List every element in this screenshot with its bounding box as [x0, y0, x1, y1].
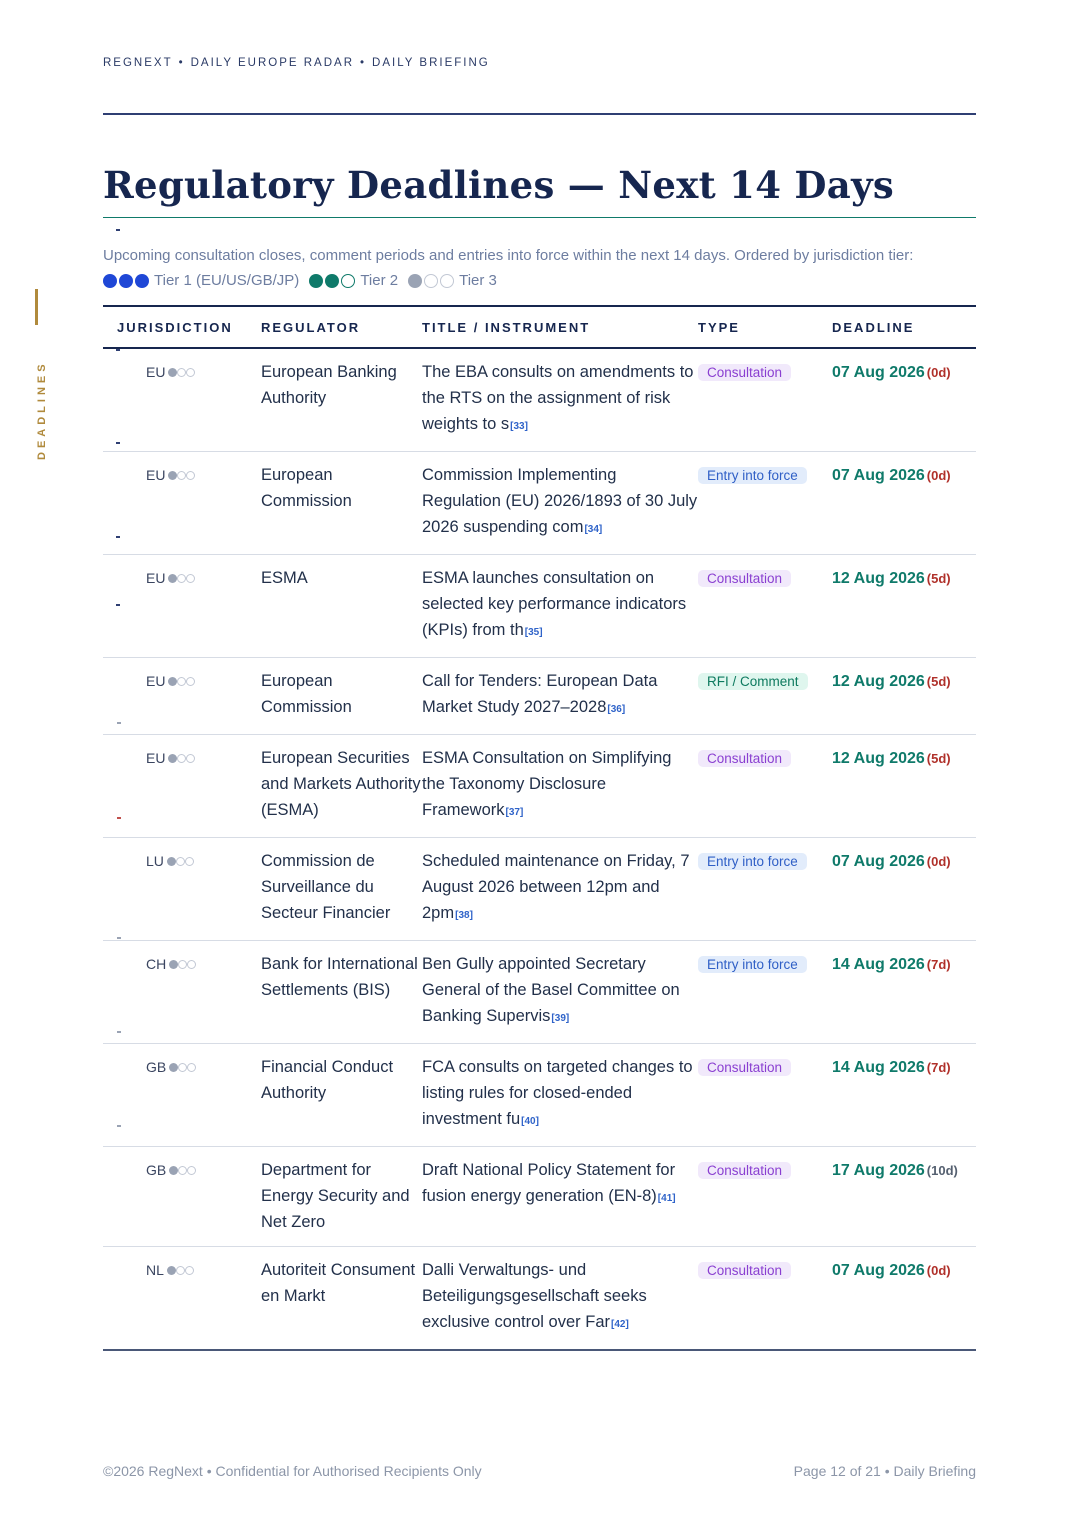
- tier-dot-empty-icon: [177, 754, 186, 763]
- tier-dot-icon: [167, 857, 176, 866]
- regulator-cell: European Banking Authority: [261, 363, 397, 407]
- source-reference-link[interactable]: [33]: [510, 421, 528, 432]
- tier-dot-empty-icon: [177, 471, 186, 480]
- filled-circle-icon: [119, 274, 133, 288]
- type-cell: [698, 1247, 832, 1351]
- deadline-cell: [832, 658, 976, 735]
- source-reference-link[interactable]: [39]: [551, 1013, 570, 1024]
- jurisdiction-cell: [103, 1044, 261, 1147]
- empty-circle-icon: [424, 274, 438, 288]
- tier-dot-empty-icon: [186, 754, 195, 763]
- source-reference-link[interactable]: [36]: [607, 704, 626, 715]
- jurisdiction-cell: [103, 452, 261, 555]
- jurisdiction-code: EU: [146, 364, 166, 380]
- jurisdiction-cell: [103, 658, 261, 735]
- legend-tier1: [103, 268, 299, 293]
- tier-dot-empty-icon: [177, 368, 186, 377]
- empty-circle-icon: [341, 274, 355, 288]
- legend-tier3-label: Tier 3: [459, 272, 497, 289]
- regulator-cell: Commission de Surveillance du Secteur Financier: [261, 852, 391, 922]
- title-cell: [422, 452, 698, 555]
- side-accent-bar: [35, 289, 38, 325]
- tier-dot-empty-icon: [187, 1166, 196, 1175]
- regulator-cell: European Commission: [261, 672, 352, 716]
- jurisdiction-cell: [103, 1147, 261, 1247]
- tier-dot-empty-icon: [178, 960, 187, 969]
- type-cell: [698, 941, 832, 1044]
- tier-dot-icon: [168, 754, 177, 763]
- tier-dot-icon: [169, 1063, 178, 1072]
- regulator-cell: Department for Energy Security and Net Zero: [261, 1161, 410, 1231]
- instrument-title: Dalli Verwaltungs- und Beteiligungsgesellschaft seeks exclusive control over Far: [422, 1261, 647, 1331]
- days-remaining: (0d): [926, 854, 951, 869]
- days-remaining: (7d): [926, 1060, 951, 1075]
- tier-dot-empty-icon: [178, 1063, 187, 1072]
- running-header: [103, 57, 490, 69]
- deadline-date: 12 Aug 2026: [832, 673, 925, 690]
- side-section-label: DEADLINES: [36, 360, 48, 460]
- tier-dot-empty-icon: [185, 857, 194, 866]
- days-remaining: (5d): [926, 674, 951, 689]
- tier-legend: [103, 268, 983, 293]
- deadline-cell: [832, 555, 976, 658]
- column-header-type: TYPE: [698, 319, 740, 335]
- jurisdiction-code: GB: [146, 1059, 167, 1075]
- instrument-title: Ben Gully appointed Secretary General of the Basel Committee on Banking Supervis: [422, 955, 680, 1025]
- tier-dot-empty-icon: [187, 960, 196, 969]
- type-badge: Consultation: [698, 750, 791, 767]
- column-header-deadline: DEADLINE: [832, 319, 915, 335]
- days-remaining: (0d): [926, 1263, 951, 1278]
- tier-dot-icon: [168, 368, 177, 377]
- type-badge: Entry into force: [698, 853, 807, 870]
- filled-circle-icon: [103, 274, 117, 288]
- instrument-title: ESMA Consultation on Simplifying the Taxonomy Disclosure Framework: [422, 749, 672, 819]
- instrument-title: Call for Tenders: European Data Market Study 2027–2028: [422, 672, 658, 716]
- jurisdiction-code: EU: [146, 467, 166, 483]
- instrument-title: ESMA launches consultation on selected key performance indicators (KPIs) from th: [422, 569, 687, 639]
- deadline-date: 17 Aug 2026: [832, 1162, 925, 1179]
- tier-dot-empty-icon: [186, 368, 195, 377]
- type-badge: Consultation: [698, 1059, 791, 1076]
- regulator-cell: Financial Conduct Authority: [261, 1058, 394, 1102]
- instrument-title: FCA consults on targeted changes to listing rules for closed-ended investment fu: [422, 1058, 693, 1128]
- type-badge: Consultation: [698, 1162, 791, 1179]
- deadline-date: 12 Aug 2026: [832, 570, 925, 587]
- deadline-cell: [832, 1247, 976, 1351]
- source-reference-link[interactable]: [41]: [657, 1193, 676, 1204]
- tier-dot-icon: [169, 960, 178, 969]
- table-row: [103, 452, 976, 555]
- jurisdiction-code: CH: [146, 956, 167, 972]
- jurisdiction-code: LU: [146, 853, 164, 869]
- type-cell: [698, 1044, 832, 1147]
- deadlines-table: [103, 305, 976, 1351]
- deadline-cell: [832, 348, 976, 452]
- tier-dot-empty-icon: [176, 857, 185, 866]
- tier-dot-empty-icon: [186, 574, 195, 583]
- tier-dot-empty-icon: [187, 1063, 196, 1072]
- deadline-date: 07 Aug 2026: [832, 364, 925, 381]
- table-row: [103, 838, 976, 941]
- deadline-cell: [832, 941, 976, 1044]
- deadline-cell: [832, 1044, 976, 1147]
- tier-dot-empty-icon: [178, 1166, 187, 1175]
- header-brand: REGNEXT: [103, 57, 173, 69]
- title-cell: [422, 1247, 698, 1351]
- title-cell: [422, 941, 698, 1044]
- intro-sentence: Upcoming consultation closes, comment periods and entries into force within the next 14 days. Ordered by jurisdiction tier:: [103, 247, 914, 264]
- table-row: [103, 735, 976, 838]
- type-badge: Entry into force: [698, 956, 807, 973]
- column-header-jurisdiction: JURISDICTION: [117, 319, 233, 335]
- deadline-cell: [832, 452, 976, 555]
- jurisdiction-cell: [103, 348, 261, 452]
- jurisdiction-cell: [103, 735, 261, 838]
- tier-dot-icon: [169, 1166, 178, 1175]
- type-cell: [698, 348, 832, 452]
- type-badge: Consultation: [698, 364, 791, 381]
- type-cell: [698, 1147, 832, 1247]
- tier-dot-empty-icon: [186, 471, 195, 480]
- table-row: [103, 941, 976, 1044]
- type-cell: [698, 658, 832, 735]
- source-reference-link[interactable]: [38]: [455, 910, 473, 921]
- table-row: [103, 1044, 976, 1147]
- filled-circle-icon: [408, 274, 422, 288]
- source-reference-link[interactable]: [35]: [524, 627, 543, 638]
- tier-dot-empty-icon: [177, 574, 186, 583]
- instrument-title: Draft National Policy Statement for fusion energy generation (EN-8): [422, 1161, 676, 1205]
- jurisdiction-cell: [103, 838, 261, 941]
- column-header-title: TITLE / INSTRUMENT: [422, 319, 591, 335]
- instrument-title: The EBA consults on amendments to the RTS on the assignment of risk weights to s: [422, 363, 694, 433]
- tier-dot-icon: [168, 471, 177, 480]
- jurisdiction-code: EU: [146, 673, 166, 689]
- column-header-regulator: REGULATOR: [261, 319, 361, 335]
- jurisdiction-cell: [103, 941, 261, 1044]
- tier-dot-icon: [168, 574, 177, 583]
- type-badge: Consultation: [698, 1262, 791, 1279]
- footer-copyright: ©2026 RegNext • Confidential for Authorised Recipients Only: [103, 1463, 482, 1479]
- header-rule: [103, 113, 976, 115]
- filled-circle-icon: [309, 274, 323, 288]
- header-edition: DAILY BRIEFING: [372, 57, 490, 69]
- days-remaining: (5d): [926, 571, 951, 586]
- deadline-date: 14 Aug 2026: [832, 956, 925, 973]
- table-row: [103, 348, 976, 452]
- table-row: [103, 555, 976, 658]
- intro-text: [103, 243, 983, 293]
- title-cell: [422, 838, 698, 941]
- title-cell: [422, 658, 698, 735]
- type-badge: Consultation: [698, 570, 791, 587]
- regulator-cell: European Securities and Markets Authority (ESMA): [261, 749, 421, 819]
- tier-dot-empty-icon: [176, 1266, 185, 1275]
- legend-tier2: [309, 268, 398, 293]
- type-badge: RFI / Comment: [698, 673, 808, 690]
- legend-tier2-label: Tier 2: [360, 272, 399, 289]
- tier-dot-icon: [168, 677, 177, 686]
- days-remaining: (0d): [926, 468, 951, 483]
- jurisdiction-cell: [103, 1247, 261, 1351]
- type-cell: [698, 838, 832, 941]
- deadline-cell: [832, 1147, 976, 1247]
- filled-circle-icon: [135, 274, 149, 288]
- jurisdiction-code: EU: [146, 750, 166, 766]
- deadline-date: 07 Aug 2026: [832, 853, 925, 870]
- days-remaining: (0d): [926, 365, 951, 380]
- jurisdiction-code: GB: [146, 1162, 167, 1178]
- title-cell: [422, 1044, 698, 1147]
- regulator-cell: Bank for International Settlements (BIS): [261, 955, 418, 999]
- regulator-cell: Autoriteit Consument en Markt: [261, 1261, 416, 1305]
- jurisdiction-code: NL: [146, 1262, 164, 1278]
- margin-tick: [116, 229, 120, 231]
- title-cell: [422, 735, 698, 838]
- filled-circle-icon: [325, 274, 339, 288]
- type-cell: [698, 555, 832, 658]
- jurisdiction-cell: [103, 555, 261, 658]
- type-cell: [698, 735, 832, 838]
- instrument-title: Scheduled maintenance on Friday, 7 August 2026 between 12pm and 2pm: [422, 852, 690, 922]
- title-cell: [422, 555, 698, 658]
- legend-tier3: [408, 268, 497, 293]
- deadline-date: 12 Aug 2026: [832, 750, 925, 767]
- source-reference-link[interactable]: [40]: [521, 1116, 539, 1127]
- table-row: [103, 1247, 976, 1351]
- deadline-date: 07 Aug 2026: [832, 467, 925, 484]
- instrument-title: Commission Implementing Regulation (EU) 2026/1893 of 30 July 2026 suspending com: [422, 466, 698, 536]
- header-separator: •: [178, 57, 185, 69]
- jurisdiction-code: EU: [146, 570, 166, 586]
- tier-dot-empty-icon: [186, 677, 195, 686]
- tier-dot-icon: [167, 1266, 176, 1275]
- source-reference-link[interactable]: [42]: [611, 1319, 629, 1330]
- title-cell: [422, 348, 698, 452]
- table-row: [103, 1147, 976, 1247]
- type-badge: Entry into force: [698, 467, 807, 484]
- header-separator: •: [360, 57, 367, 69]
- tier-dot-empty-icon: [185, 1266, 194, 1275]
- table-row: [103, 658, 976, 735]
- header-publication: DAILY EUROPE RADAR: [190, 57, 355, 69]
- days-remaining: (7d): [926, 957, 951, 972]
- deadline-date: 14 Aug 2026: [832, 1059, 925, 1076]
- days-remaining: (10d): [926, 1163, 958, 1178]
- days-remaining: (5d): [926, 751, 951, 766]
- regulator-cell: European Commission: [261, 466, 352, 510]
- empty-circle-icon: [440, 274, 454, 288]
- footer-page-number: Page 12 of 21 • Daily Briefing: [793, 1463, 976, 1479]
- title-cell: [422, 1147, 698, 1247]
- deadline-date: 07 Aug 2026: [832, 1262, 925, 1279]
- regulator-cell: ESMA: [261, 569, 308, 587]
- type-cell: [698, 452, 832, 555]
- source-reference-link[interactable]: [34]: [584, 524, 603, 535]
- title-rule: [103, 217, 976, 218]
- page-title: Regulatory Deadlines — Next 14 Days: [103, 163, 895, 207]
- table-header-row: [103, 306, 976, 348]
- deadline-cell: [832, 735, 976, 838]
- deadline-cell: [832, 838, 976, 941]
- legend-tier1-label: Tier 1 (EU/US/GB/JP): [154, 272, 300, 289]
- tier-dot-empty-icon: [177, 677, 186, 686]
- source-reference-link[interactable]: [37]: [505, 807, 524, 818]
